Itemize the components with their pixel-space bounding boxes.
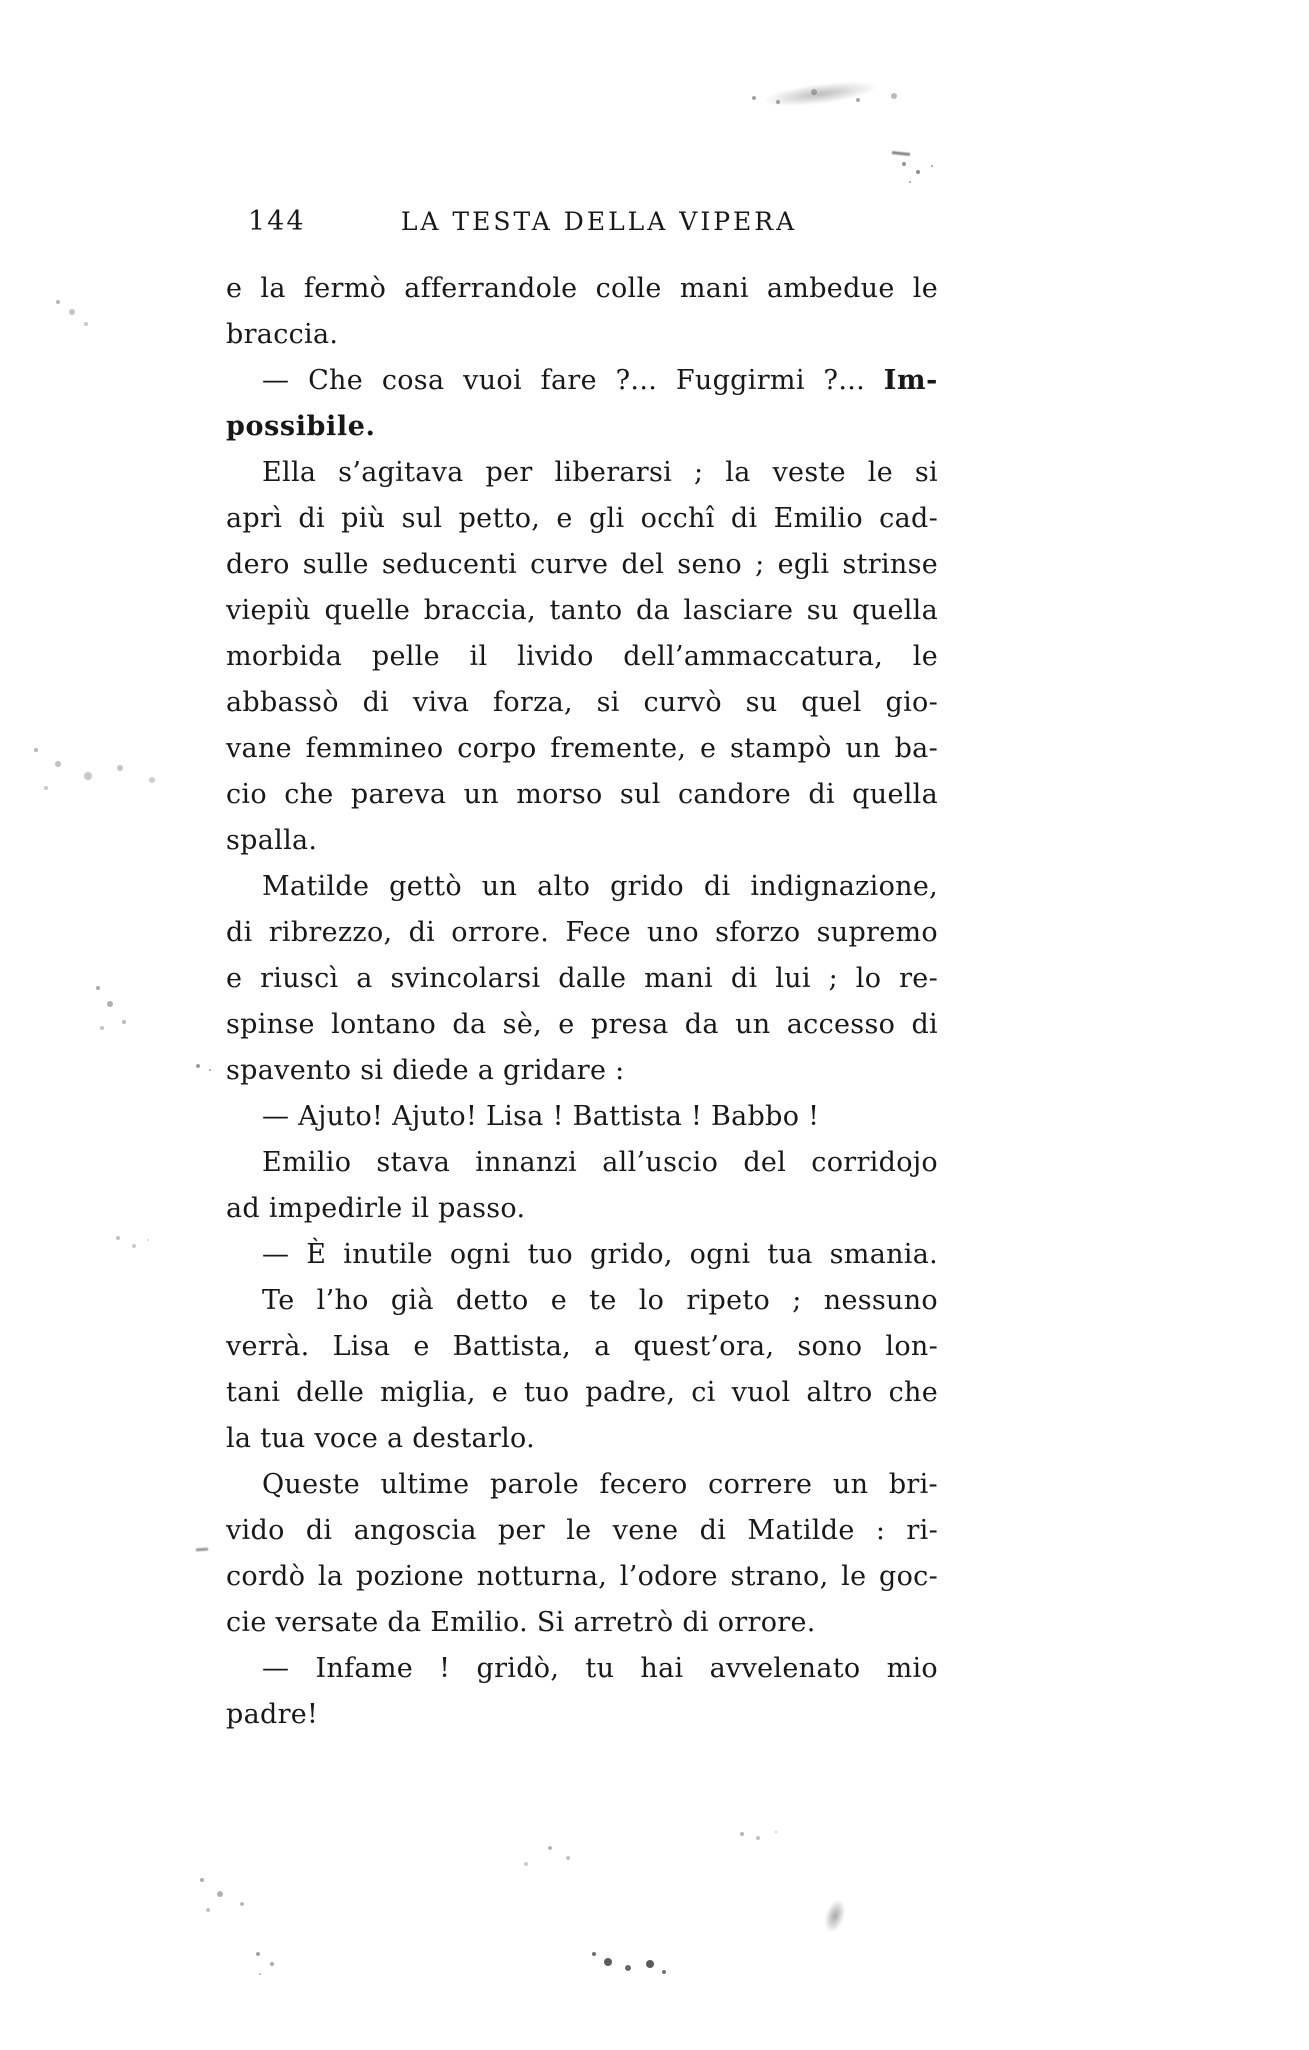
text-line: la tua voce a destarlo.	[226, 1423, 535, 1454]
text-line: cordò la pozione notturna, l’odore strano, le goc-	[226, 1561, 938, 1592]
scan-smudge	[892, 151, 910, 156]
text-line: spalla.	[226, 825, 318, 856]
text-line: e riuscì a svincolarsi dalle mani di lui ; lo re-	[226, 963, 938, 994]
text-line: morbida pelle il livido dell’ammaccatura, le	[226, 641, 938, 672]
scan-smudge	[902, 162, 906, 166]
text-line: di ribrezzo, di orrore. Fece uno sforzo supremo	[226, 917, 938, 948]
running-header	[226, 204, 938, 246]
text-line: aprì di più sul petto, e gli occhî di Emilio cad-	[226, 503, 938, 534]
scan-smudge	[200, 1878, 204, 1882]
text-line: — È inutile ogni tuo grido, ogni tua smania.	[262, 1239, 938, 1270]
text-line: tani delle miglia, e tuo padre, ci vuol altro che	[226, 1377, 938, 1408]
text-line: e la fermò afferrandole colle mani ambedue le	[226, 273, 938, 304]
text-line: braccia.	[226, 319, 339, 350]
text-line: spinse lontano da sè, e presa da un accesso di	[226, 1009, 938, 1040]
text-line: — Infame ! gridò, tu hai avvelenato mio	[262, 1653, 938, 1684]
page-number: 144	[248, 206, 306, 237]
text-line: — Che cosa vuoi fare ?... Fuggirmi ?... Im-	[262, 365, 938, 396]
text-line: vido di angoscia per le vene di Matilde : ri-	[226, 1515, 938, 1546]
text-line: ad impedirle il passo.	[226, 1193, 526, 1224]
text-line: dero sulle seducenti curve del seno ; egli strinse	[226, 549, 938, 580]
text-line: vane femmineo corpo fremente, e stampò un ba-	[226, 733, 938, 764]
scan-smudge	[196, 1064, 200, 1068]
body-text	[226, 266, 938, 1738]
text-line: Te l’ho già detto e te lo ripeto ; nessuno	[262, 1285, 938, 1316]
scan-smudge	[815, 1889, 855, 1943]
text-line: viepiù quelle braccia, tanto da lasciare su quella	[226, 595, 938, 626]
text-line: Ella s’agitava per liberarsi ; la veste le si	[262, 457, 938, 488]
scan-smudge	[196, 1548, 208, 1552]
text-line: — Ajuto! Ajuto! Lisa ! Battista ! Babbo !	[262, 1101, 820, 1132]
scan-smudge	[56, 300, 60, 304]
text-line: abbassò di viva forza, si curvò su quel gio-	[226, 687, 938, 718]
text-line: padre!	[226, 1699, 319, 1730]
running-header-title: LA TESTA DELLA VIPERA	[400, 207, 798, 236]
scan-smudge	[34, 748, 38, 752]
text-line: spavento si diede a gridare :	[226, 1055, 625, 1086]
text-line: Emilio stava innanzi all’uscio del corridojo	[262, 1147, 938, 1178]
scan-smudge	[752, 96, 756, 100]
text-line: Matilde gettò un alto grido di indignazione,	[262, 871, 938, 902]
text-line: possibile.	[226, 411, 376, 442]
scan-smudge	[739, 70, 901, 117]
text-line: cie versate da Emilio. Si arretrò di orrore.	[226, 1607, 816, 1638]
text-line: Queste ultime parole fecero correre un bri-	[262, 1469, 938, 1500]
scan-smudge	[96, 986, 100, 990]
scan-smudge	[256, 1952, 260, 1956]
scan-smudge	[740, 1832, 744, 1836]
scan-smudge	[592, 1952, 596, 1956]
scan-smudge	[116, 1236, 120, 1240]
scan-smudge	[548, 1846, 552, 1850]
text-line: verrà. Lisa e Battista, a quest’ora, sono lon-	[226, 1331, 938, 1362]
text-line: cio che pareva un morso sul candore di quella	[226, 779, 938, 810]
